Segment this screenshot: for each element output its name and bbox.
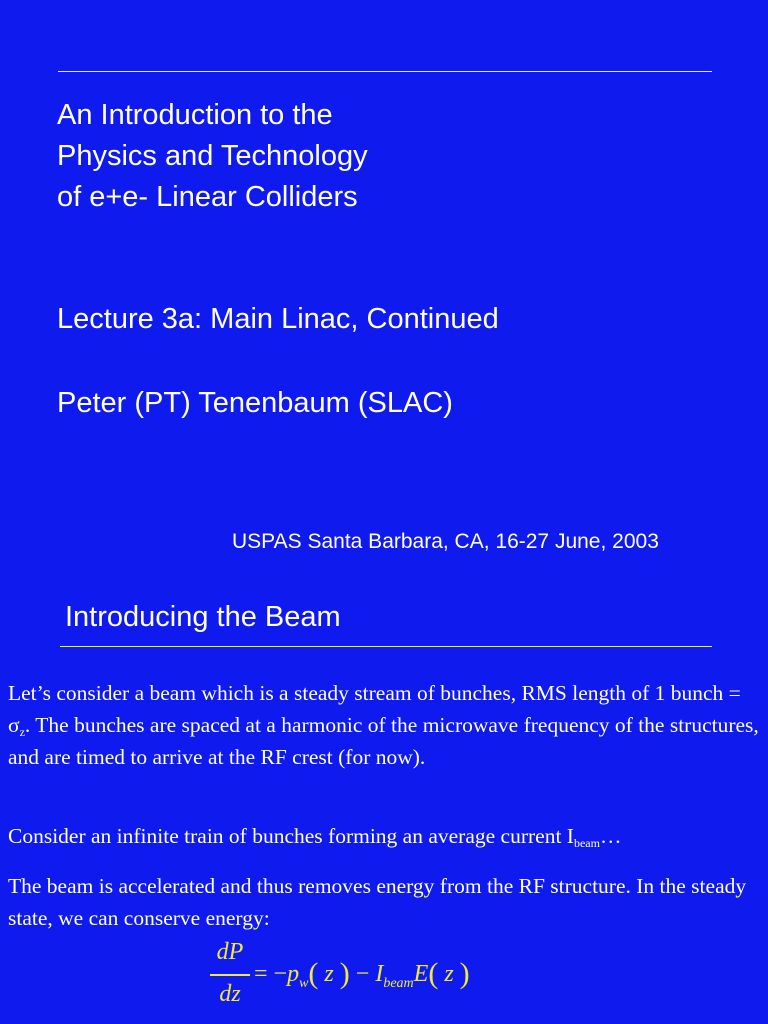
slide-title: Introducing the Beam bbox=[65, 601, 341, 633]
title-line-1: An Introduction to the bbox=[57, 99, 333, 131]
energy-equation bbox=[208, 936, 528, 1014]
power-symbol: p bbox=[287, 961, 300, 987]
power-subscript: w bbox=[299, 976, 309, 991]
z-variable: z bbox=[324, 961, 334, 987]
paragraph-text: Let’s consider a beam which is a steady stream of bunches, RMS length of 1 bunch = σ bbox=[8, 681, 741, 737]
paragraph-energy: The beam is accelerated and thus removes energy from the RF structure. In the steady state, we can conserve energy: bbox=[8, 874, 747, 930]
paragraph-bunches bbox=[8, 677, 764, 773]
current-symbol-subscript: beam bbox=[383, 976, 414, 991]
z-variable: z bbox=[444, 961, 454, 987]
title-line-2: Physics and Technology bbox=[57, 140, 368, 172]
numerator: dP bbox=[216, 939, 244, 965]
equals-minus: = − bbox=[254, 961, 288, 987]
author-line: Peter (PT) Tenenbaum (SLAC) bbox=[57, 387, 453, 419]
venue-line: USPAS Santa Barbara, CA, 16-27 June, 2003 bbox=[232, 530, 659, 553]
slide-title-divider bbox=[60, 646, 712, 647]
title-line-3: of e+e- Linear Colliders bbox=[57, 181, 358, 213]
paragraph-text: Consider an infinite train of bunches forming an average current I bbox=[8, 824, 574, 848]
paragraph-text: . The bunches are spaced at a harmonic of the microwave frequency of the structures, and are timed to arrive at the RF crest (for now). bbox=[8, 713, 759, 769]
lecture-subtitle: Lecture 3a: Main Linac, Continued bbox=[57, 303, 499, 335]
paren-close: ) bbox=[339, 957, 350, 990]
current-subscript: beam bbox=[573, 836, 600, 850]
equation-rhs bbox=[254, 958, 470, 1000]
sigma-subscript: z bbox=[19, 725, 25, 739]
minus-sign: − bbox=[349, 961, 376, 987]
paragraph-current bbox=[8, 820, 764, 852]
current-symbol: I bbox=[375, 961, 384, 987]
paren-close: ) bbox=[459, 957, 470, 990]
denominator: dz bbox=[219, 981, 241, 1007]
top-divider bbox=[58, 71, 712, 72]
ellipsis: … bbox=[599, 824, 622, 848]
paren-open: ( bbox=[308, 957, 319, 990]
fraction-bar bbox=[210, 974, 250, 976]
field-symbol: E bbox=[413, 961, 429, 987]
paren-open: ( bbox=[428, 957, 439, 990]
